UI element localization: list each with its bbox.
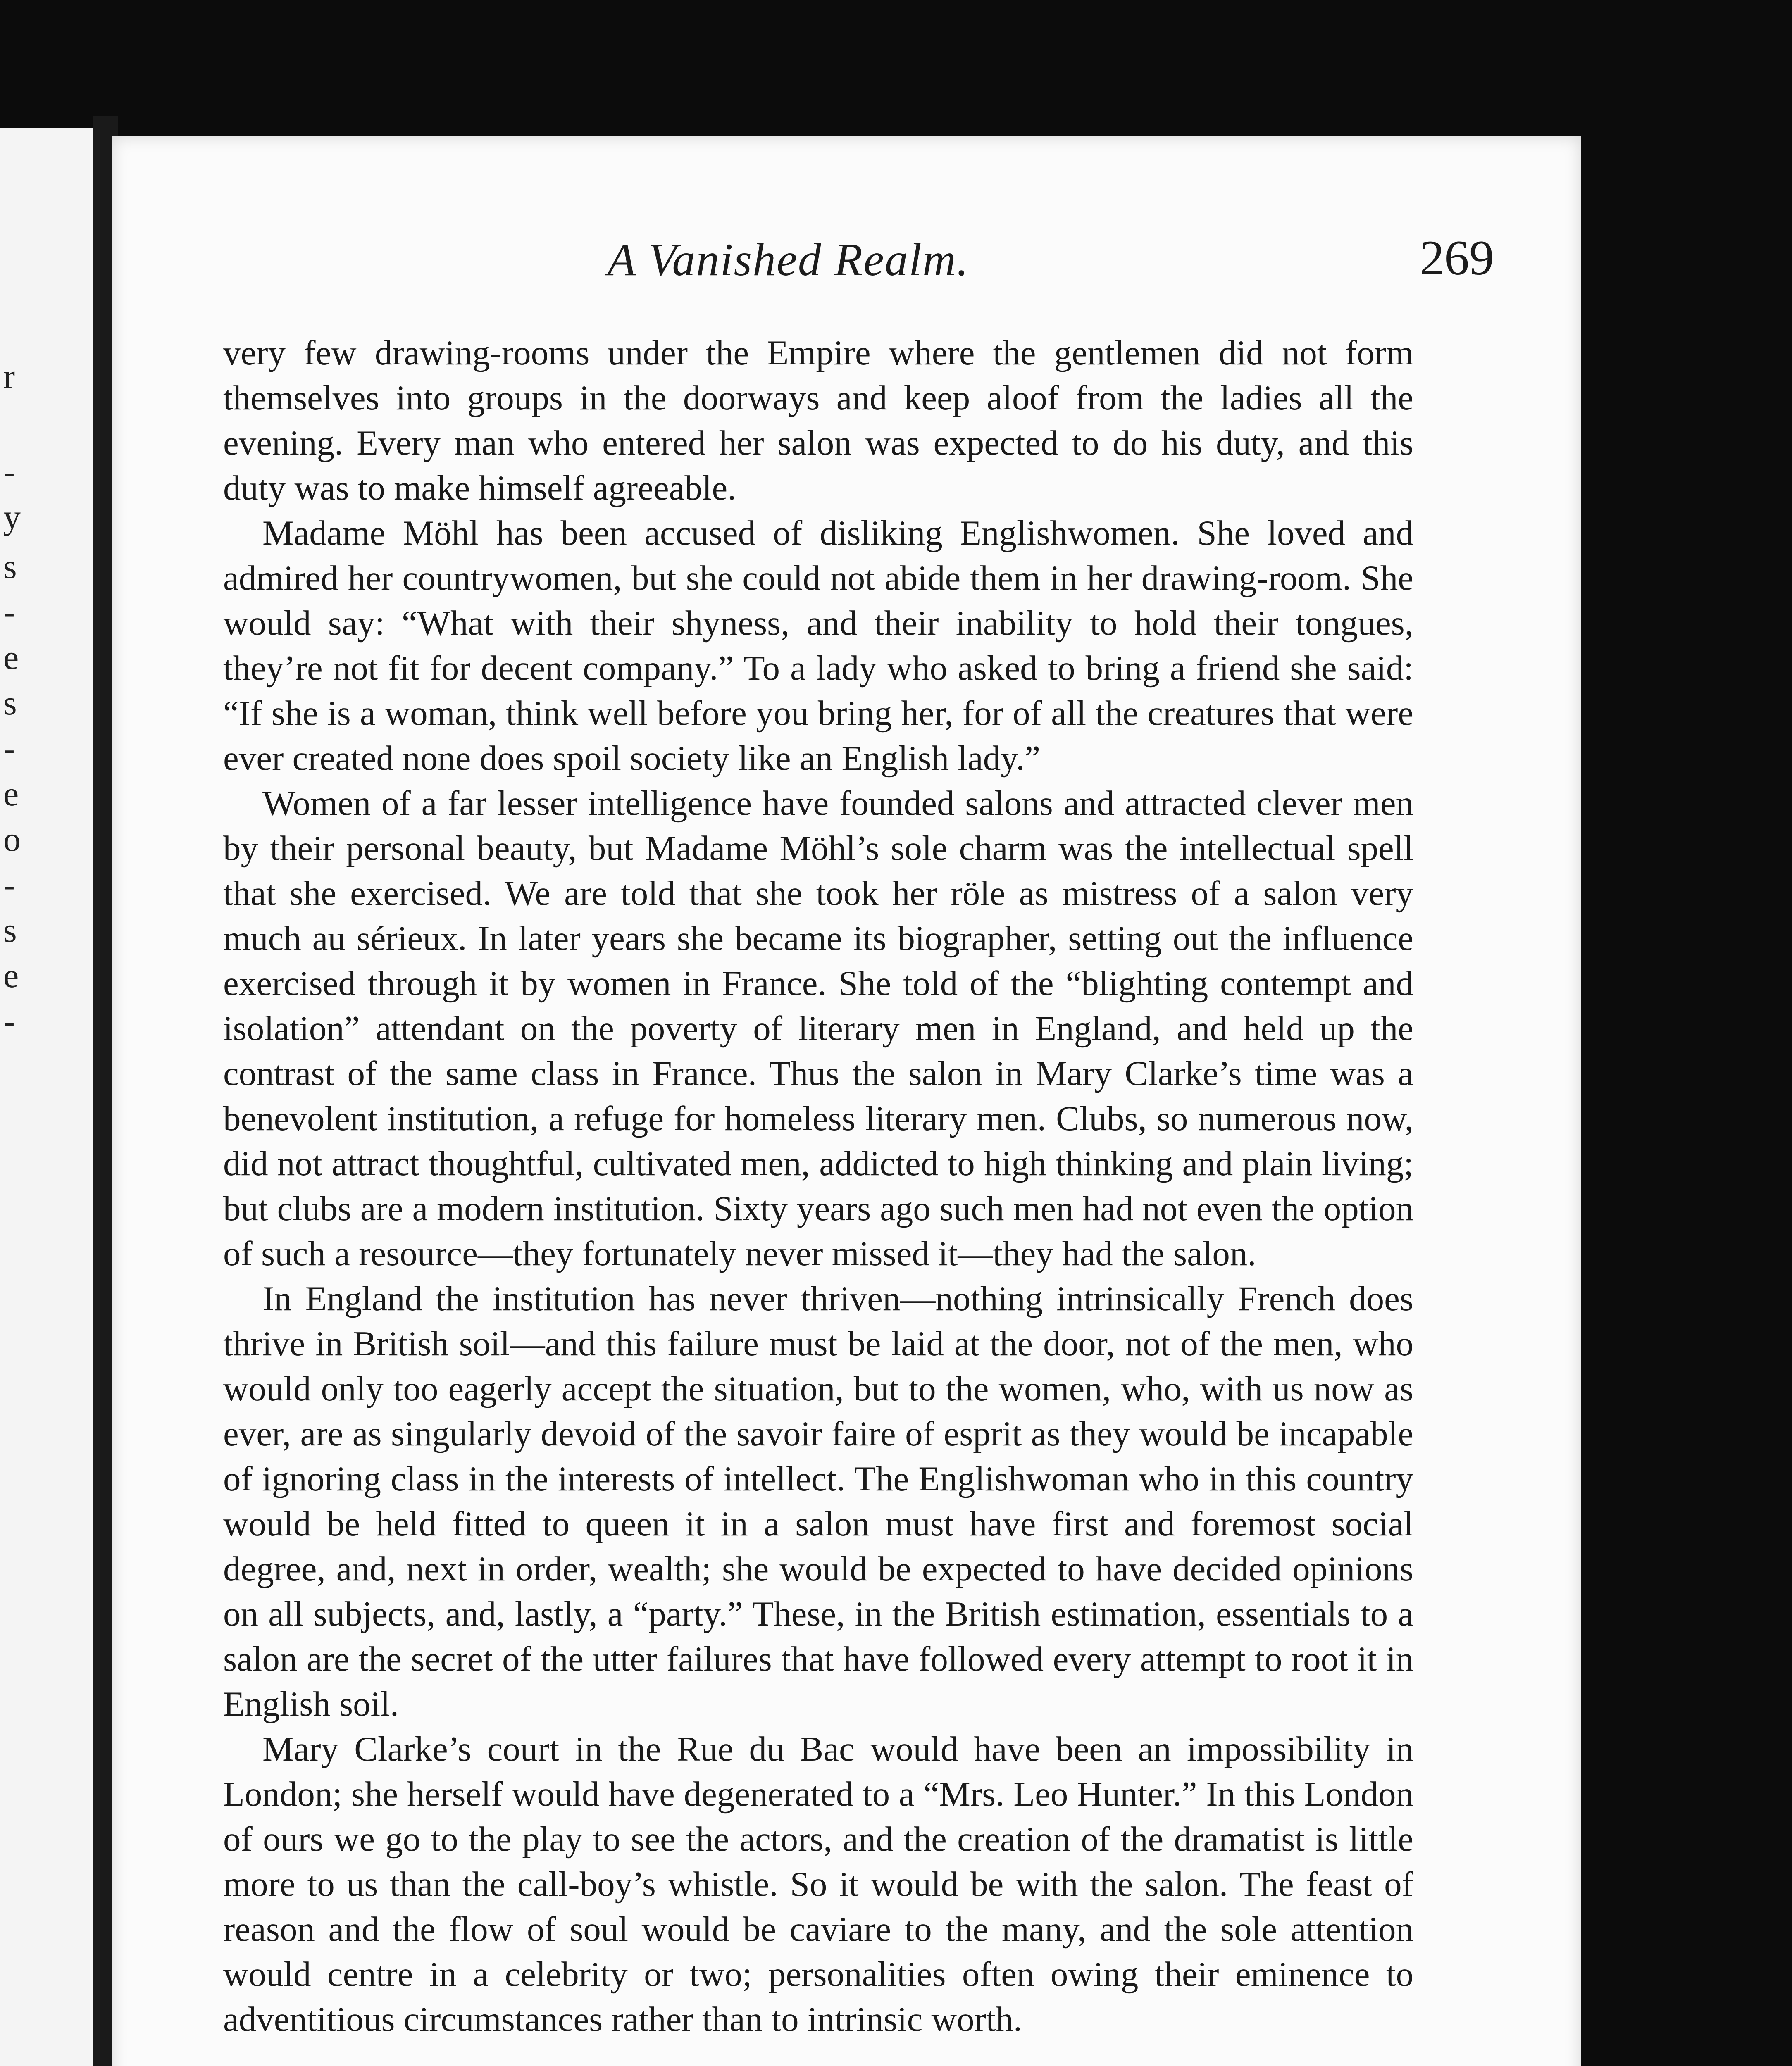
facing-page-char: - [3, 866, 15, 904]
facing-page-edge [0, 128, 93, 2066]
paragraph: In England the institution has never thriven—nothing intrinsically French does thrive in British soil—and this failure must be laid at the door, not of the men, who would only too eagerly accept the situation, but to the women, who, with us now as ever, are as singularly devoid of the savoir faire of esprit as they would be incapable of ignoring class in the interests of intellect. The Englishwoman who in this country would be held fitted to queen it in a salon must have first and foremost social degree, and, next in order, wealth; she would be expected to have decided opinions on all subjects, and, lastly, a “party.” These, in the British estimation, essentials to a salon are the secret of the utter failures that have followed every attempt to root it in English soil. [223, 1279, 1413, 1723]
facing-page-char: s [3, 547, 17, 586]
book-page [112, 136, 1581, 2066]
facing-page-char: - [3, 1002, 15, 1040]
facing-page-char: - [3, 729, 15, 768]
facing-page-char: s [3, 911, 17, 950]
paragraph: Mary Clarke’s court in the Rue du Bac would have been an impossibility in London; she herself would have degenerated to a “Mrs. Leo Hunter.” In this London of ours we go to the play to see the actors, and the creation of the dramatist is little more to us than the call-boy’s whistle. So it would be with the salon. The feast of reason and the flow of soul would be caviare to the many, and the sole attention would centre in a celebrity or two; personalities often owing their eminence to adventitious circumstances rather than to intrinsic worth. [223, 1730, 1413, 2039]
page-number: 269 [1420, 230, 1494, 285]
facing-page-char: e [3, 775, 19, 813]
facing-page-char: - [3, 452, 15, 491]
running-head: A Vanished Realm. [608, 234, 969, 286]
facing-page-char: s [3, 684, 17, 722]
facing-page-char: e [3, 638, 19, 677]
page-text [223, 331, 1413, 2042]
facing-page-char: e [3, 957, 19, 995]
paragraph: very few drawing-rooms under the Empire where the gentlemen did not form themselves into groups in the doorways and keep aloof from the ladies all the evening. Every man who entered her salon was expected to do his duty, and this duty was to make himself agreeable. [223, 333, 1413, 507]
facing-page-char: - [3, 593, 15, 631]
facing-page-char: r [3, 357, 15, 396]
facing-page-char: o [3, 820, 21, 859]
facing-page-char: y [3, 498, 21, 536]
paragraph: Women of a far lesser intelligence have founded salons and attracted clever men by their personal beauty, but Madame Möhl’s sole charm was the intellectual spell that she exercised. We are told that she took her röle as mistress of a salon very much au sérieux. In later years she became its biographer, setting out the influence exercised through it by women in France. She told of the “blighting contempt and isolation” attendant on the poverty of literary men in England, and held up the contrast of the same class in France. Thus the salon in Mary Clarke’s time was a benevolent institution, a refuge for homeless literary men. Clubs, so numerous now, did not attract thoughtful, cultivated men, addicted to high thinking and plain living; but clubs are a modern institution. Sixty years ago such men had not even the option of such a resource—they fortunately never missed it—they had the salon. [223, 784, 1413, 1273]
paragraph: Madame Möhl has been accused of disliking Englishwomen. She loved and admired her countrywomen, but she could not abide them in her drawing-room. She would say: “What with their shyness, and their inability to hold their tongues, they’re not fit for decent company.” To a lady who asked to bring a friend she said: “If she is a woman, think well before you bring her, for of all the creatures that were ever created none does spoil society like an English lady.” [223, 514, 1413, 778]
